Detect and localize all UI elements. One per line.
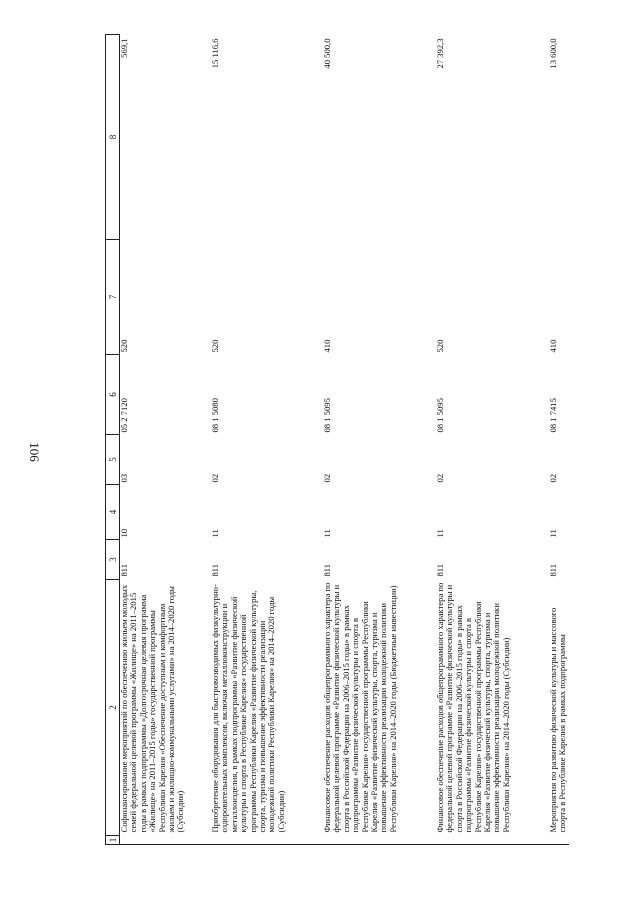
section-cell: 11 — [322, 529, 332, 538]
target-article-cell: 08 1 5095 — [322, 398, 332, 433]
amount-cell: 569,1 — [119, 38, 129, 58]
target-article-cell: 08 1 7415 — [548, 398, 558, 433]
description-cell: Софинансирование мероприятий по обеспечению жильем молодых семей федеральной целевой программы «Жилище» на 2011–2015 годы в рамках подпрограммы «Долгосрочная целевая программа «Жилище» на 2011–2015 годы» государственной программы Республики Карелия «Обеспечение доступным и комфортным жильем и жилищно-коммунальными услугами» на 2014–2020 годы (Субсидии) — [119, 584, 186, 833]
expense-type-cell: 520 — [435, 339, 445, 353]
table-row — [211, 35, 323, 845]
rotated-page — [105, 35, 600, 845]
amount-cell: 13 600,0 — [548, 38, 558, 69]
section-cell: 11 — [210, 529, 220, 538]
expense-type-cell: 520 — [119, 339, 129, 353]
amount-cell: 27 392,3 — [435, 38, 445, 69]
column-header-3: 3 — [106, 540, 120, 580]
admin-code-cell: 811 — [210, 563, 220, 577]
expense-type-cell: 410 — [548, 339, 558, 353]
description-cell: Финансовое обеспечение расходов общепрограммного характера по федеральной целевой программе «Развитие физической культуры и спорта в Российской Федерации на 2006–2015 годы» в рамках подпрограммы «Развитие физической культуры и спорта в Республике Карелия» государственной программы Республики Карелия «Развитие физической культуры, спорта, туризма и повышение эффективности реализации молодежной политики Республики Карелия» на 2014–2020 годы (Субсидии) — [435, 582, 511, 833]
admin-code-cell: 811 — [548, 563, 558, 577]
subsection-cell: 03 — [119, 473, 129, 483]
column-header-5: 5 — [106, 435, 120, 485]
description-cell: Финансовое обеспечение расходов общепрограммного характера по федеральной целевой программе «Развитие физической культуры и спорта в Российской Федерации на 2006–2015 годы» в рамках подпрограммы «Развитие физической культуры и спорта в Республике Карелия» государственной программы Республики Карелия «Развитие физической культуры, спорта, туризма и повышение эффективности реализации молодежной политики Республики Карелия» на 2014–2020 годы (Бюджетные инвестиции) — [322, 582, 398, 833]
subsection-cell: 02 — [548, 473, 558, 483]
section-cell: 11 — [435, 529, 445, 538]
budget-table — [105, 34, 569, 845]
table-row — [120, 35, 212, 845]
table-row — [323, 35, 436, 845]
header-row — [106, 35, 120, 845]
column-header-1: 1 — [106, 836, 120, 845]
target-article-cell: 08 1 5095 — [435, 398, 445, 433]
admin-code-cell: 811 — [435, 563, 445, 577]
subsection-cell: 02 — [322, 473, 332, 483]
subsection-cell: 02 — [210, 473, 220, 483]
admin-code-cell: 811 — [119, 563, 129, 577]
row-marker-cell — [120, 836, 212, 845]
page-number: 106 — [27, 442, 42, 462]
row-marker-cell — [436, 836, 549, 845]
target-article-cell: 05 2 7120 — [119, 398, 129, 433]
admin-code-cell: 811 — [322, 563, 332, 577]
expense-type-cell: 410 — [322, 339, 332, 353]
column-header-7: 7 — [106, 240, 120, 355]
section-cell: 11 — [548, 529, 558, 538]
description-cell: Приобретение оборудования для быстровозводимых физкультурно-оздоровительных комплексов, включая металлоконструкции и металлоизделия, в рамках подпрограммы «Развитие физической культуры и спорта в Республике Карелия» государственной программы Республики Карелия «Развитие физической культуры, спорта, туризма и повышение эффективности реализации молодежной политики Республики Карелия» на 2014–2020 годы (Субсидии) — [210, 584, 286, 833]
expense-type-cell: 520 — [210, 339, 220, 353]
description-cell: Мероприятия по развитию физической культуры и массового спорта в Республике Карелия в рамках подпрограммы — [548, 607, 568, 833]
column-header-4: 4 — [106, 485, 120, 540]
subsection-cell: 02 — [435, 473, 445, 483]
row-marker-cell — [549, 836, 569, 845]
amount-cell: 15 116,6 — [210, 38, 220, 69]
target-article-cell: 08 1 5080 — [210, 398, 220, 433]
row-marker-cell — [323, 836, 436, 845]
column-header-6: 6 — [106, 355, 120, 435]
amount-cell: 40 500,0 — [322, 38, 332, 69]
column-header-2: 2 — [106, 580, 120, 836]
section-cell: 10 — [119, 528, 129, 538]
table-row — [549, 35, 569, 845]
column-header-8: 8 — [106, 35, 120, 240]
row-marker-cell — [211, 836, 323, 845]
table-row — [436, 35, 549, 845]
